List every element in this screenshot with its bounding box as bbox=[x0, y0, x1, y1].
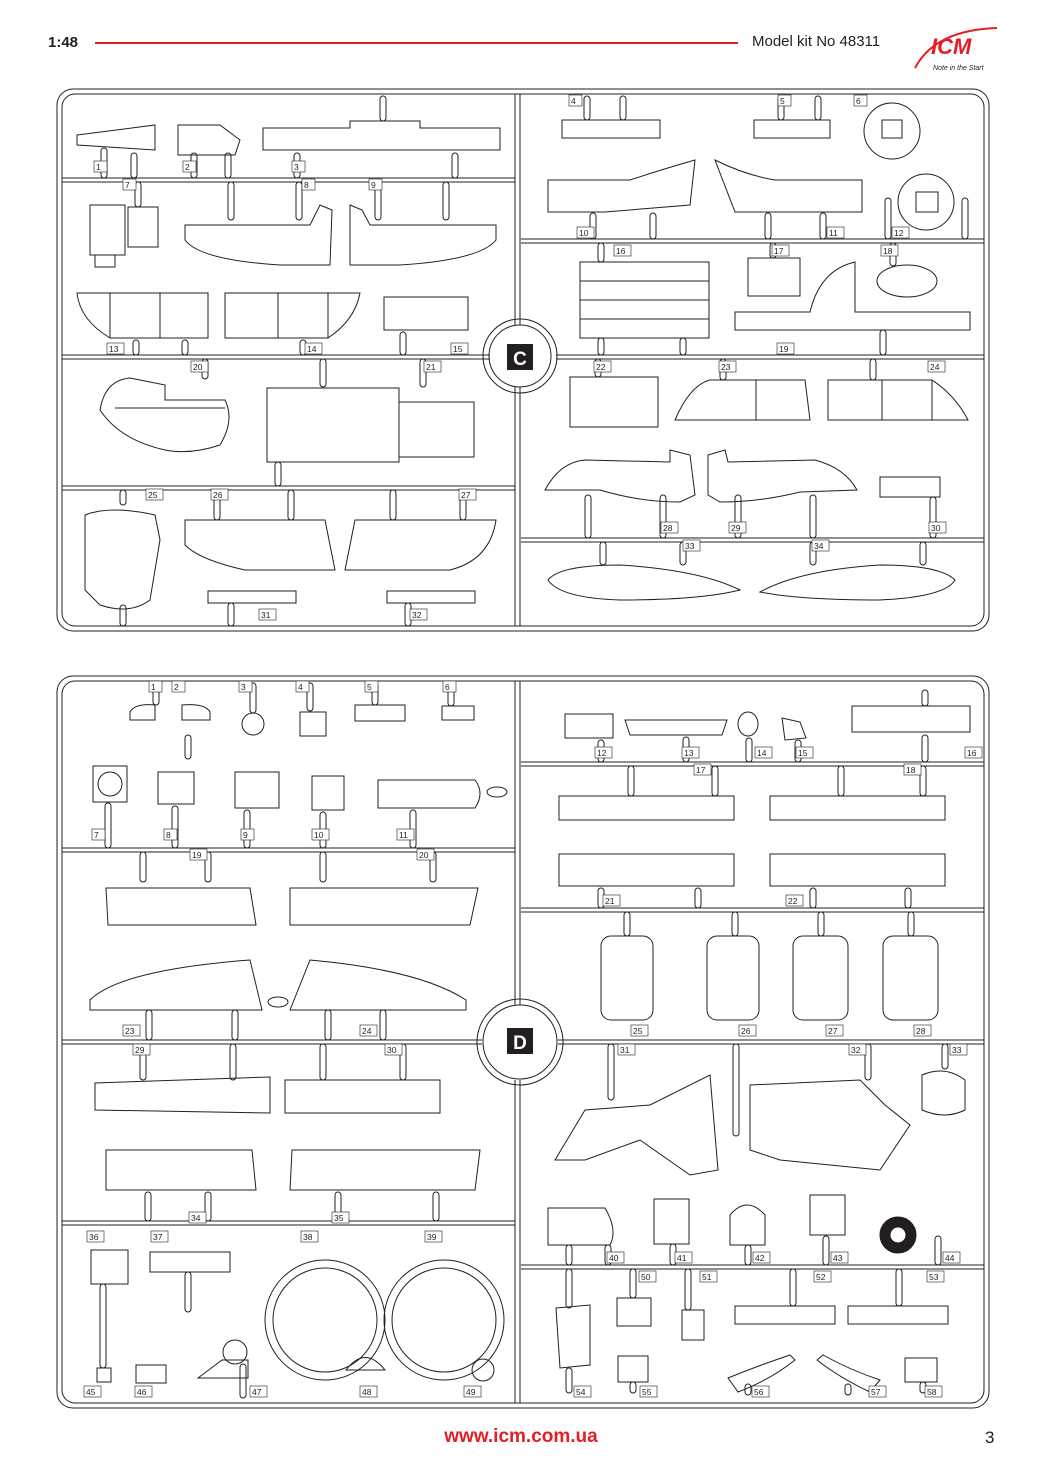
sprue-d-part-number: 40 bbox=[609, 1253, 619, 1263]
sprue-c-part-number: 17 bbox=[774, 246, 784, 256]
sprue-d-part-number: 39 bbox=[427, 1232, 437, 1242]
sprue-c-part-number: 21 bbox=[426, 362, 436, 372]
sprue-c-part-number: 31 bbox=[261, 610, 271, 620]
sprue-d-part-number: 9 bbox=[243, 830, 248, 840]
sprue-d-part-number: 35 bbox=[334, 1213, 344, 1223]
sprue-d-part-number: 51 bbox=[702, 1272, 712, 1282]
sprue-d-part-number: 4 bbox=[298, 682, 303, 692]
sprue-d-part-number: 55 bbox=[642, 1387, 652, 1397]
sprue-c-part-number: 20 bbox=[193, 362, 203, 372]
sprue-d-letter: D bbox=[513, 1033, 527, 1054]
sprue-c-part-number: 29 bbox=[731, 523, 741, 533]
sprue-d-part-number: 29 bbox=[135, 1045, 145, 1055]
sprue-d-part-number: 12 bbox=[597, 748, 607, 758]
sprue-c-part-number: 30 bbox=[931, 523, 941, 533]
sprue-c-part-number: 13 bbox=[109, 344, 119, 354]
sprue-c-part-number: 8 bbox=[304, 180, 309, 190]
sprue-d-part-number: 21 bbox=[605, 896, 615, 906]
page-number: 3 bbox=[985, 1428, 995, 1447]
sprue-d-part-number: 53 bbox=[929, 1272, 939, 1282]
sprue-d-part-number: 6 bbox=[445, 682, 450, 692]
sprue-c-part-number: 19 bbox=[779, 344, 789, 354]
sprue-d-part-number: 36 bbox=[89, 1232, 99, 1242]
sprue-d-part-number: 33 bbox=[952, 1045, 962, 1055]
sprue-d-part-number: 8 bbox=[166, 830, 171, 840]
sprue-d-part-number: 37 bbox=[153, 1232, 163, 1242]
sprue-d-part-number: 26 bbox=[741, 1026, 751, 1036]
sprue-d-part-number: 14 bbox=[757, 748, 767, 758]
sprue-c-part-number: 27 bbox=[461, 490, 471, 500]
sprue-c-part-number: 1 bbox=[96, 162, 101, 172]
sprue-c-part-number: 7 bbox=[125, 180, 130, 190]
sprue-c-part-number: 28 bbox=[663, 523, 673, 533]
sprue-c-part-number: 33 bbox=[685, 541, 695, 551]
sprue-d-part-number: 34 bbox=[191, 1213, 201, 1223]
sprue-d-part-number: 24 bbox=[362, 1026, 372, 1036]
sprue-d-part-number: 31 bbox=[620, 1045, 630, 1055]
sprue-d-part-number: 20 bbox=[419, 850, 429, 860]
sprue-d-part-number: 47 bbox=[252, 1387, 262, 1397]
sprue-c-part-number: 24 bbox=[930, 362, 940, 372]
sprue-c-part-number: 11 bbox=[829, 228, 838, 238]
sprue-d-part-number: 44 bbox=[945, 1253, 955, 1263]
sprue-c-part-number: 4 bbox=[571, 96, 576, 106]
sprue-d-part-number: 19 bbox=[192, 850, 202, 860]
sprue-d-part-number: 18 bbox=[906, 765, 916, 775]
sprue-d-part-number: 54 bbox=[576, 1387, 586, 1397]
sprue-c-part-number: 32 bbox=[412, 610, 422, 620]
sprue-c-part-number: 26 bbox=[213, 490, 223, 500]
sprue-c-part-number: 2 bbox=[185, 162, 190, 172]
sprue-d-part-number: 3 bbox=[241, 682, 246, 692]
website-url[interactable]: www.icm.com.ua bbox=[444, 1426, 598, 1447]
sprue-c-part-number: 22 bbox=[596, 362, 606, 372]
kit-number: Model kit No 48311 bbox=[752, 33, 881, 50]
sprue-d-part-number: 17 bbox=[696, 765, 706, 775]
sprue-d-part-number: 58 bbox=[927, 1387, 937, 1397]
sprue-d-part-number: 11 bbox=[399, 830, 408, 840]
sprue-d-part-number: 38 bbox=[303, 1232, 313, 1242]
sprue-d-part-number: 45 bbox=[86, 1387, 96, 1397]
sprue-d-part-number: 50 bbox=[641, 1272, 651, 1282]
sprue-c-gates bbox=[101, 96, 968, 626]
sprue-c-part-number: 6 bbox=[856, 96, 861, 106]
sprue-c-part-number: 25 bbox=[148, 490, 158, 500]
sprue-c-part-number: 34 bbox=[814, 541, 824, 551]
sprue-d-part-number: 10 bbox=[314, 830, 324, 840]
sprue-d-part-number: 56 bbox=[754, 1387, 764, 1397]
sprue-c-part-number: 3 bbox=[294, 162, 299, 172]
sprue-d-part-number: 27 bbox=[828, 1026, 838, 1036]
sprue-d-part-number: 41 bbox=[677, 1253, 687, 1263]
sprue-d-part-number: 25 bbox=[633, 1026, 643, 1036]
sprue-c-part-number: 9 bbox=[371, 180, 376, 190]
sprue-d-part-number: 7 bbox=[94, 830, 99, 840]
sprue-d-part-number: 1 bbox=[151, 682, 156, 692]
sprue-c-part-number: 15 bbox=[453, 344, 463, 354]
sprue-c-part-number: 16 bbox=[616, 246, 626, 256]
sprue-d-part-number: 23 bbox=[125, 1026, 135, 1036]
sprue-d-part-number: 46 bbox=[137, 1387, 147, 1397]
sprue-d-part-number: 2 bbox=[174, 682, 179, 692]
sprue-c-part-number: 10 bbox=[579, 228, 589, 238]
sprue-d-part-number: 32 bbox=[851, 1045, 861, 1055]
sprue-d-part-number: 16 bbox=[967, 748, 977, 758]
sprue-d-part-number: 43 bbox=[833, 1253, 843, 1263]
sprue-c-part-number: 5 bbox=[780, 96, 785, 106]
sprue-d-part-number: 42 bbox=[755, 1253, 765, 1263]
sprue-d-part-number: 15 bbox=[798, 748, 808, 758]
sprue-d-part-number: 28 bbox=[916, 1026, 926, 1036]
scale-label: 1:48 bbox=[48, 34, 79, 51]
sprue-c-part-number: 14 bbox=[307, 344, 317, 354]
sprue-d-part-number: 48 bbox=[362, 1387, 372, 1397]
sprue-d-part-number: 57 bbox=[871, 1387, 881, 1397]
svg-text:Note in the Start: Note in the Start bbox=[933, 65, 984, 72]
sprue-c-part-number: 23 bbox=[721, 362, 731, 372]
sprue-c-letter: C bbox=[513, 349, 527, 370]
sprue-d-part-number: 22 bbox=[788, 896, 798, 906]
sprue-d-part-number: 5 bbox=[367, 682, 372, 692]
sprue-d-part-number: 13 bbox=[684, 748, 694, 758]
sprue-d-part-number: 30 bbox=[387, 1045, 397, 1055]
sprue-c-part-number: 12 bbox=[894, 228, 904, 238]
sprue-d-part-number: 49 bbox=[466, 1387, 476, 1397]
sprue-d-part-number: 52 bbox=[816, 1272, 826, 1282]
sprue-c-part-number: 18 bbox=[883, 246, 893, 256]
svg-text:ICM: ICM bbox=[931, 34, 972, 59]
